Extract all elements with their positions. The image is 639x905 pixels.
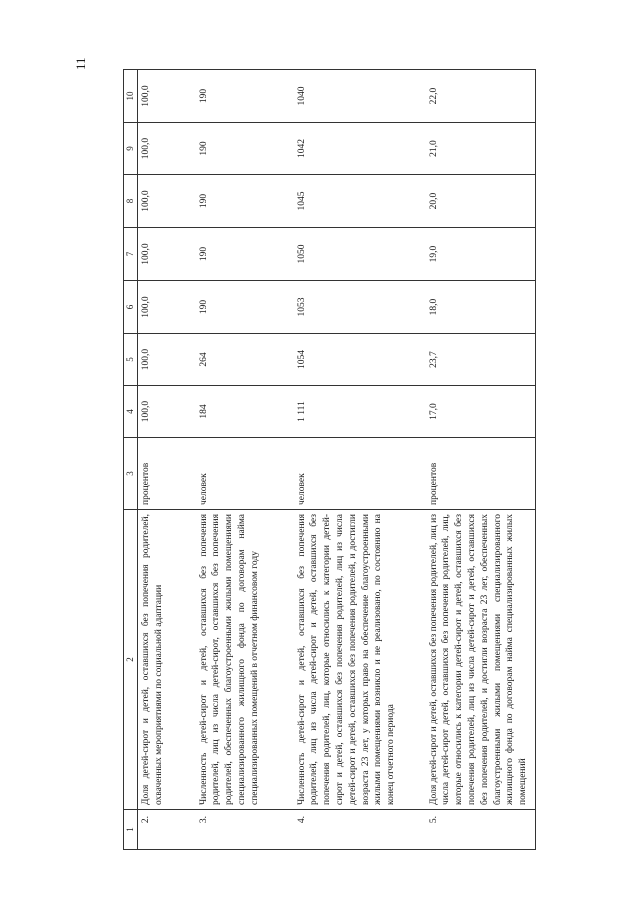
- value-cell: 1040: [294, 70, 426, 123]
- unit-of-measure: процентов: [426, 438, 536, 510]
- column-header: 9: [124, 123, 138, 175]
- value-cell: 100,0: [138, 386, 196, 438]
- unit-of-measure: человек: [294, 438, 426, 510]
- unit-of-measure: процентов: [138, 438, 196, 510]
- value-cell: 1 111: [294, 386, 426, 438]
- value-cell: 100,0: [138, 228, 196, 281]
- value-cell: 18,0: [426, 281, 536, 334]
- value-cell: 1053: [294, 281, 426, 334]
- page-number: 11: [73, 57, 88, 70]
- column-header: 10: [124, 70, 138, 123]
- value-cell: 20,0: [426, 175, 536, 228]
- value-cell: 100,0: [138, 175, 196, 228]
- value-cell: 100,0: [138, 70, 196, 123]
- column-header: 4: [124, 386, 138, 438]
- value-cell: 184: [196, 386, 294, 438]
- table-row: [294, 70, 426, 850]
- value-cell: 1050: [294, 228, 426, 281]
- column-header: 7: [124, 228, 138, 281]
- value-cell: 190: [196, 70, 294, 123]
- row-number: 5.: [426, 810, 536, 850]
- column-header: 1: [124, 810, 138, 850]
- value-cell: 17,0: [426, 386, 536, 438]
- row-number: 2.: [138, 810, 196, 850]
- column-header: 8: [124, 175, 138, 228]
- indicator-description: Доля детей-сирот и детей, оставшихся без попечения родителей, охваченных мероприятиями по социальной адаптации: [138, 510, 196, 810]
- column-header: 3: [124, 438, 138, 510]
- column-header: 5: [124, 334, 138, 386]
- row-number: 4.: [294, 810, 426, 850]
- value-cell: 190: [196, 175, 294, 228]
- table-row: [196, 70, 294, 850]
- value-cell: 19,0: [426, 228, 536, 281]
- table-header-row: [124, 70, 138, 850]
- value-cell: 22,0: [426, 70, 536, 123]
- value-cell: 264: [196, 334, 294, 386]
- value-cell: 100,0: [138, 123, 196, 175]
- column-header: 6: [124, 281, 138, 334]
- value-cell: 1054: [294, 334, 426, 386]
- indicator-description: Численность детей-сирот и детей, оставшихся без попечения родителей, лиц из числа детей-сирот и детей, оставшихся без попечения родителей, лиц, которые относились к категории детей-сирот и детей, оставшихся без попечения родителей, лиц из числа детей-сирот и детей, оставшихся без попечения родителей, и достигли возраста 23 лет, у которых право на обеспечение благоустроенными жилыми помещениями возникло и не реализовано, по состоянию на конец отчетного периода: [294, 510, 426, 810]
- value-cell: 100,0: [138, 334, 196, 386]
- table-row: [138, 70, 196, 850]
- value-cell: 190: [196, 123, 294, 175]
- value-cell: 1042: [294, 123, 426, 175]
- value-cell: 190: [196, 228, 294, 281]
- value-cell: 1045: [294, 175, 426, 228]
- indicator-description: Численность детей-сирот и детей, оставшихся без попечения родителей, лиц из числа детей-сирот, оставшихся без попечения родителей, обеспеченных благоустроенными жилыми помещениями специализированного жилищного фонда по договорам найма специализированных помещений в отчетном финансовом году: [196, 510, 294, 810]
- indicators-table: [123, 69, 536, 850]
- column-header: 2: [124, 510, 138, 810]
- value-cell: 100,0: [138, 281, 196, 334]
- value-cell: 23,7: [426, 334, 536, 386]
- rotated-table-container: [123, 70, 529, 850]
- value-cell: 190: [196, 281, 294, 334]
- value-cell: 21,0: [426, 123, 536, 175]
- row-number: 3.: [196, 810, 294, 850]
- unit-of-measure: человек: [196, 438, 294, 510]
- table-row: [426, 70, 536, 850]
- indicator-description: Доля детей-сирот и детей, оставшихся без попечения родителей, лиц из числа детей-сирот детей, оставшихся без попечения родителей, лиц, которые относились к категории детей-сирот и детей, оставшихся без попечения родителей, лиц из числа детей-сирот и детей, оставшихся без попечения родителей, и достигли возраста 23 лет, обеспеченных благоустроенными жилыми помещениями специализированного жилищного фонда по договорам найма специализированных жилых помещений: [426, 510, 536, 810]
